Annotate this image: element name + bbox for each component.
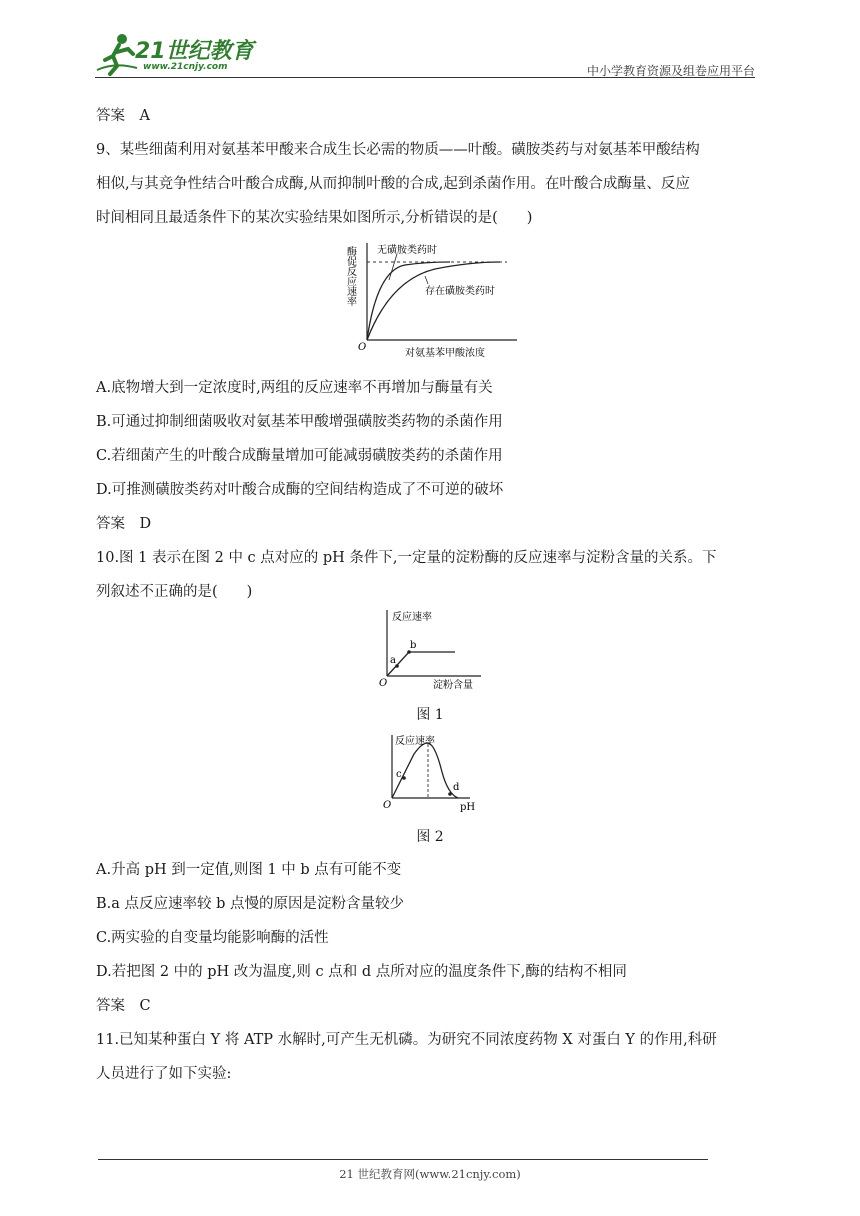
q10-option-c: C.两实验的自变量均能影响酶的活性 — [96, 930, 329, 946]
q10-option-d: D.若把图 2 中的 pH 改为温度,则 c 点和 d 点所对应的温度条件下,酶的结构不相同 — [96, 964, 627, 980]
fig2-point-c — [402, 776, 406, 780]
q9-option-c: C.若细菌产生的叶酸合成酶量增加可能减弱磺胺类药的杀菌作用 — [96, 448, 503, 464]
logo-text: 21世纪教育 — [135, 39, 254, 64]
q9-option-d: D.可推测磺胺类药对叶酸合成酶的空间结构造成了不可逆的破坏 — [96, 482, 504, 498]
q9-x-label: 对氨基苯甲酸浓度 — [405, 348, 485, 359]
q9-option-a: A.底物增大到一定浓度时,两组的反应速率不再增加与酶量有关 — [96, 380, 493, 396]
q10-stem-line1: 10.图 1 表示在图 2 中 c 点对应的 pH 条件下,一定量的淀粉酶的反应速率与淀粉含量的关系。下 — [96, 550, 717, 566]
q10-option-a: A.升高 pH 到一定值,则图 1 中 b 点有可能不变 — [96, 862, 402, 878]
runner-logo-icon — [95, 32, 139, 76]
fig2-label-d: d — [453, 782, 460, 793]
q9-origin: O — [358, 342, 367, 353]
q9-option-b: B.可通过抑制细菌吸收对氨基苯甲酸增强磺胺类药物的杀菌作用 — [96, 414, 503, 430]
q9-answer: 答案 D — [96, 516, 152, 532]
fig1-label-a: a — [390, 655, 396, 666]
q10-answer: 答案 C — [96, 998, 151, 1014]
q11-stem-line1: 11.已知某种蛋白 Y 将 ATP 水解时,可产生无机磷。为研究不同浓度药物 X 对蛋白 Y 的作用,科研 — [96, 1032, 717, 1048]
logo-url: www.21cnjy.com — [143, 62, 228, 72]
q9-stem-line2: 相似,与其竞争性结合叶酸合成酶,从而抑制叶酸的合成,起到杀菌作用。在叶酸合成酶量、反应 — [96, 176, 690, 192]
q9-label-pointer-2 — [425, 276, 428, 284]
q9-stem-line1: 9、某些细菌利用对氨基苯甲酸来合成生长必需的物质——叶酸。磺胺类药与对氨基苯甲酸结构 — [96, 142, 700, 158]
fig2-y-label: 反应速率 — [395, 736, 435, 747]
platform-title: 中小学教育资源及组卷应用平台 — [586, 64, 755, 78]
fig2-point-d — [448, 792, 452, 796]
q9-y-label: 酶促反应速率 — [345, 246, 356, 306]
q9-curve1-label: 无磺胺类药时 — [377, 245, 437, 256]
header-divider — [95, 77, 755, 78]
q9-curve2-label: 存在磺胺类药时 — [425, 286, 495, 297]
footer-text[interactable]: 21 世纪教育网(www.21cnjy.com) — [339, 1167, 521, 1181]
q10-figure2-caption: 图 2 — [416, 829, 444, 845]
q10-figure1-caption: 图 1 — [416, 707, 444, 723]
fig1-origin: O — [379, 678, 388, 689]
q10-figure2 — [380, 732, 480, 812]
footer-divider — [98, 1159, 708, 1160]
fig2-origin: O — [383, 800, 392, 811]
q9-figure — [345, 240, 520, 362]
q9-curve-no-drug — [367, 262, 450, 340]
fig2-curve — [392, 743, 458, 798]
fig1-label-b: b — [410, 640, 417, 651]
answer-8: 答案 A — [96, 108, 150, 124]
q9-label-pointer-1 — [389, 254, 397, 280]
q10-stem-line2: 列叙述不正确的是( ) — [96, 584, 253, 600]
q10-option-b: B.a 点反应速率较 b 点慢的原因是淀粉含量较少 — [96, 896, 405, 912]
q11-stem-line2: 人员进行了如下实验: — [96, 1066, 232, 1082]
fig2-label-c: c — [396, 769, 402, 780]
q9-curve-with-drug — [367, 262, 500, 340]
fig1-curve — [387, 652, 455, 676]
q9-stem-line3: 时间相同且最适条件下的某次实验结果如图所示,分析错误的是( ) — [96, 210, 533, 226]
fig1-x-label: 淀粉含量 — [433, 680, 473, 691]
site-logo[interactable] — [95, 30, 265, 76]
fig1-y-label: 反应速率 — [392, 612, 432, 623]
q10-figure1 — [375, 606, 485, 692]
page-header — [95, 30, 755, 82]
fig2-x-label: pH — [460, 802, 476, 812]
